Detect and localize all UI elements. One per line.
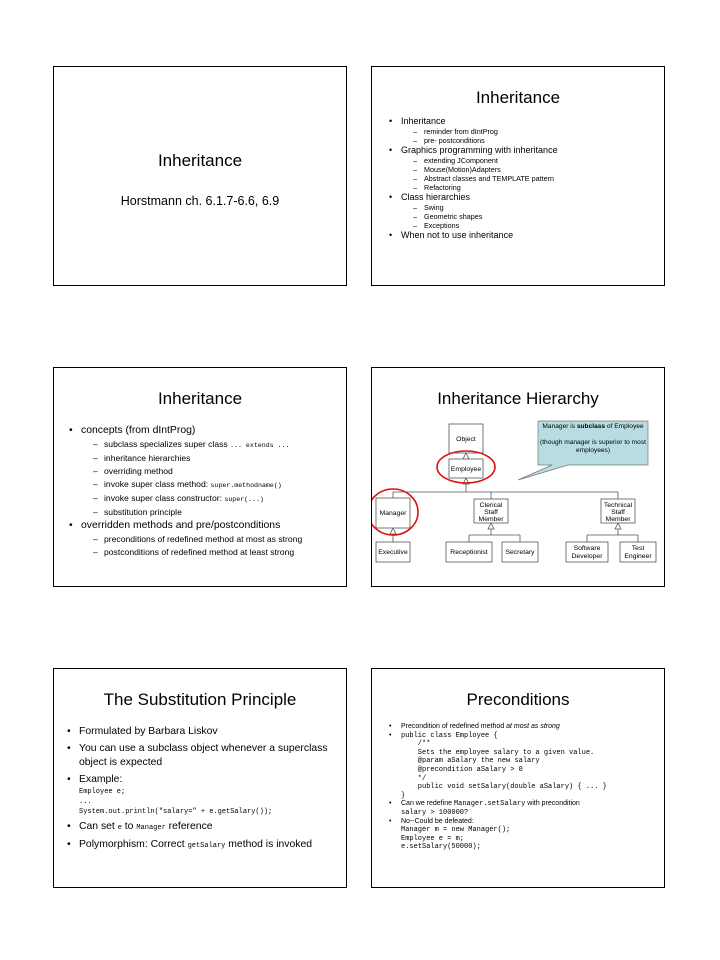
bullet-text: Formulated by Barbara Liskov (79, 726, 218, 737)
slide-concepts (53, 367, 347, 587)
bullet-text: with precondition (525, 800, 580, 808)
bullet-text: Class hierarchies (401, 192, 471, 202)
slide-substitution (53, 668, 347, 888)
list-item (389, 116, 659, 145)
code-snippet: super(...) (224, 496, 264, 503)
list-item: – Geometric shapes (413, 212, 659, 221)
bullet-text: method is invoked (225, 839, 313, 850)
sub-list (81, 533, 344, 559)
list-item (67, 838, 342, 853)
slide5-title: The Substitution Principle (103, 690, 297, 709)
list-item (93, 438, 344, 452)
node-label: Manager (379, 510, 407, 517)
bullet-text: ? (464, 808, 468, 816)
bullet-text: Example: (79, 774, 123, 785)
list-item: – Swing (413, 203, 659, 212)
list-item: – Abstract classes and TEMPLATE pattern (413, 174, 659, 183)
slide6-title: Preconditions (466, 690, 570, 709)
node-label: Secretary (505, 549, 535, 556)
code-snippet: Manager.setSalary (453, 800, 526, 809)
bullet-text: to (121, 821, 137, 832)
code-snippet: getSalary (187, 842, 226, 850)
list-item (93, 465, 344, 478)
preconditions-list (389, 723, 661, 852)
node-label: Receptionist (450, 549, 488, 556)
slide-hierarchy (371, 367, 665, 587)
list-item (389, 192, 659, 230)
callout-text (540, 423, 646, 455)
sub-list (401, 127, 659, 145)
emphasis-text: at most as strong (506, 723, 560, 730)
code-snippet: Manager (136, 824, 166, 832)
sub-list (81, 438, 344, 519)
code-snippet: salary > 100000 (401, 808, 465, 817)
node-label: Executive (378, 549, 408, 556)
list-item (93, 452, 344, 465)
list-item: – extending JComponent (413, 156, 659, 165)
callout-pre: Manager is (542, 423, 577, 430)
slide-overview (371, 66, 665, 286)
bullet-text: Graphics programming with inheritance (401, 145, 558, 155)
list-item (389, 145, 659, 192)
list-item (93, 478, 344, 492)
list-item (69, 519, 344, 559)
bullet-text: concepts (from dIntProg) (81, 425, 196, 436)
slide1-title: Inheritance (157, 151, 243, 170)
hierarchy-diagram (372, 368, 664, 586)
bullet-text: Can set (79, 821, 118, 832)
code-snippet: e (117, 824, 122, 832)
node-label: Developer (571, 553, 603, 560)
callout-bold: subclass (576, 423, 606, 430)
bullet-text: inheritance hierarchies (104, 453, 191, 463)
slide3-title: Inheritance (157, 389, 243, 408)
code-snippet: ... extends ... (230, 442, 290, 449)
bullet-text: overriding method (104, 466, 173, 476)
node-label: Software (573, 545, 601, 552)
bullet-text: preconditions of redefined method at most as strong (104, 534, 303, 544)
code-block: Employee e; ... System.out.println("salary=" + e.getSalary()); (79, 788, 273, 816)
list-item: – Refactoring (413, 183, 659, 192)
slide-preconditions (371, 668, 665, 888)
list-item: – pre- postconditions (413, 136, 659, 145)
list-item (389, 732, 661, 801)
list-item (67, 773, 342, 817)
bullet-text: Precondition of redefined method (401, 723, 507, 730)
list-item (93, 506, 344, 519)
list-item: – reminder from dIntProg (413, 127, 659, 136)
slide1-subtitle: Horstmann ch. 6.1.7-6.6, 6.9 (120, 194, 280, 208)
node-label: Staff (484, 509, 498, 516)
list-item (389, 800, 661, 817)
list-item (67, 725, 342, 739)
node-label: Engineer (624, 553, 652, 560)
bullet-text: overridden methods and pre/postconditions (81, 520, 281, 531)
substitution-list (67, 725, 342, 856)
list-item (389, 818, 661, 852)
list-item (93, 492, 344, 506)
list-item (93, 533, 344, 546)
node-label: Staff (611, 509, 625, 516)
bullet-text: Can we redefine (401, 800, 454, 808)
node-label: Technical (603, 502, 633, 509)
bullet-text: reference (165, 821, 213, 832)
bullet-text: Polymorphism: Correct (79, 839, 188, 850)
bullet-text: Inheritance (401, 116, 446, 126)
list-item (67, 820, 342, 835)
bullet-text: No--Could be defeated: (401, 817, 474, 825)
slide4-title: Inheritance Hierarchy (437, 389, 599, 408)
connector-lines (393, 453, 638, 542)
overview-list (389, 116, 659, 241)
bullet-text: substitution principle (104, 507, 182, 517)
sub-list (401, 203, 659, 230)
bullet-text: invoke super class constructor: (104, 493, 225, 503)
list-item: – Mouse(Motion)Adapters (413, 165, 659, 174)
node-label: Clerical (479, 502, 503, 509)
concepts-list (69, 424, 344, 559)
callout-post: of Employee (605, 423, 644, 430)
bullet-text: subclass specializes super class (104, 439, 231, 449)
bullet-text: invoke super class method: (104, 479, 211, 489)
node-label: Object (456, 436, 476, 443)
node-label: Test (631, 545, 645, 552)
list-item: – Exceptions (413, 221, 659, 230)
node-label: Employee (450, 466, 482, 473)
bullet-text: You can use a subclass object whenever a superclass object is expected (79, 743, 328, 768)
list-item (93, 546, 344, 559)
node-label: Member (605, 516, 631, 523)
slide-title (53, 66, 347, 286)
sub-list (401, 156, 659, 192)
list-item (67, 742, 342, 770)
list-item (69, 424, 344, 519)
code-snippet: super.methodname() (210, 482, 282, 489)
bullet-text: postconditions of redefined method at least strong (104, 547, 295, 557)
code-block: • public class Employee { /** Sets the employee salary to a given value. @param aSalary the new salary @precondition aSalary > 0 */ public void setSalary(double aSalary) { ... } } (401, 731, 607, 800)
code-block: Manager m = new Manager(); Employee e = m; e.setSalary(50000); (401, 826, 511, 852)
list-item (389, 230, 659, 241)
callout-note: (though manager is superior to most employees) (540, 439, 646, 454)
node-label: Member (478, 516, 504, 523)
list-item (389, 723, 661, 732)
bullet-text: When not to use inheritance (401, 230, 514, 240)
slide2-title: Inheritance (475, 88, 561, 107)
